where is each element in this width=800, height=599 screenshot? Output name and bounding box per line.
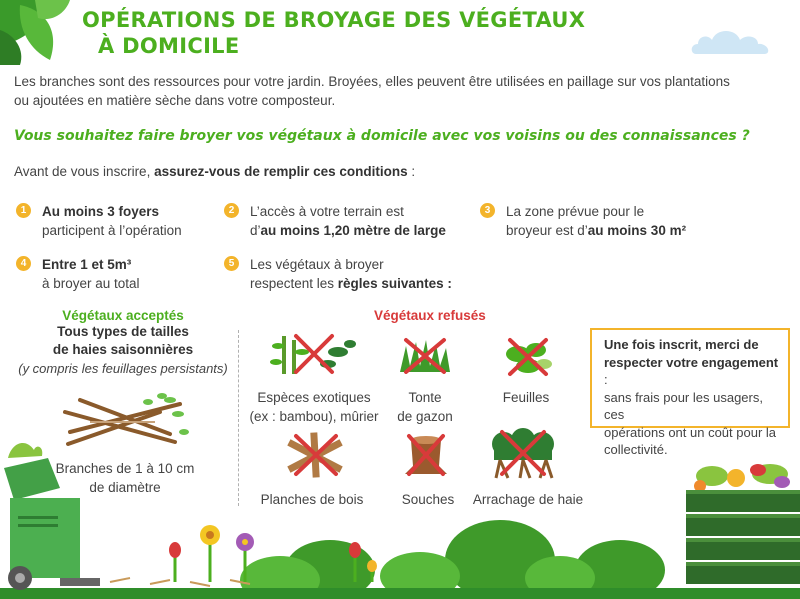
garden-scene bbox=[0, 500, 800, 599]
intro-text: Les branches sont des ressources pour votre jardin. Broyées, elles peuvent être utilisées en paillage sur vos plantations ou ajoutées en matière sèche dans votre composteur. bbox=[14, 74, 730, 108]
accepted-heading: Végétaux acceptés bbox=[62, 308, 184, 323]
refused-item-hedge-removal: Arrachage de haie bbox=[472, 492, 584, 507]
bamboo-icon bbox=[270, 332, 360, 376]
condition-5: 5 Les végétaux à broyer respectent les règles suivantes : bbox=[250, 255, 452, 293]
leaf-icon bbox=[498, 336, 558, 378]
leaves-icon bbox=[0, 0, 75, 65]
compost-bin-icon bbox=[682, 456, 800, 599]
condition-3: 3 La zone prévue pour le broyeur est d’au moins 30 m² bbox=[506, 202, 686, 240]
condition-4: 4 Entre 1 et 5m³ à broyer au total bbox=[42, 255, 140, 293]
refused-item-stumps: Souches bbox=[401, 492, 455, 507]
number-badge: 3 bbox=[480, 203, 495, 218]
refused-item-leaves: Feuilles bbox=[502, 390, 550, 405]
refused-item-planks: Planches de bois bbox=[260, 492, 364, 507]
grass-icon bbox=[398, 336, 452, 374]
page-title-line2: À DOMICILE bbox=[98, 34, 240, 58]
condition-2: 2 L’accès à votre terrain est d’au moins 1,20 mètre de large bbox=[250, 202, 446, 240]
page-title: OPÉRATIONS DE BROYAGE DES VÉGÉTAUX bbox=[82, 8, 586, 32]
accepted-section: Végétaux acceptés Tous types de tailles de haies saisonnières (y compris les feuillages persistants) bbox=[14, 308, 232, 378]
question-heading: Vous souhaitez faire broyer vos végétaux à domicile avec vos voisins ou des connaissances ? bbox=[14, 128, 750, 144]
hedge-icon bbox=[490, 428, 556, 482]
shredder-icon bbox=[0, 428, 100, 599]
section-divider bbox=[238, 330, 239, 506]
number-badge: 4 bbox=[16, 256, 31, 271]
engagement-box: Une fois inscrit, merci de respecter votre engagement : sans frais pour les usagers, ces opérations ont un coût pour la collectivité. bbox=[590, 328, 790, 428]
stump-icon bbox=[403, 432, 449, 478]
refused-heading: Végétaux refusés bbox=[374, 308, 486, 323]
refused-item-grass: Tonte de gazon bbox=[397, 390, 453, 424]
number-badge: 2 bbox=[224, 203, 239, 218]
branches-label: Branches de 1 à 10 cm de diamètre bbox=[55, 461, 195, 495]
conditions-intro: Avant de vous inscrire, assurez-vous de remplir ces conditions : bbox=[14, 164, 416, 179]
number-badge: 1 bbox=[16, 203, 31, 218]
cloud-icon bbox=[690, 26, 774, 56]
number-badge: 5 bbox=[224, 256, 239, 271]
condition-1: 1 Au moins 3 foyers participent à l’opération bbox=[42, 202, 182, 240]
wood-planks-icon bbox=[286, 432, 346, 478]
refused-item-exotic: Espèces exotiques (ex : bambou), mûrier bbox=[249, 390, 379, 424]
